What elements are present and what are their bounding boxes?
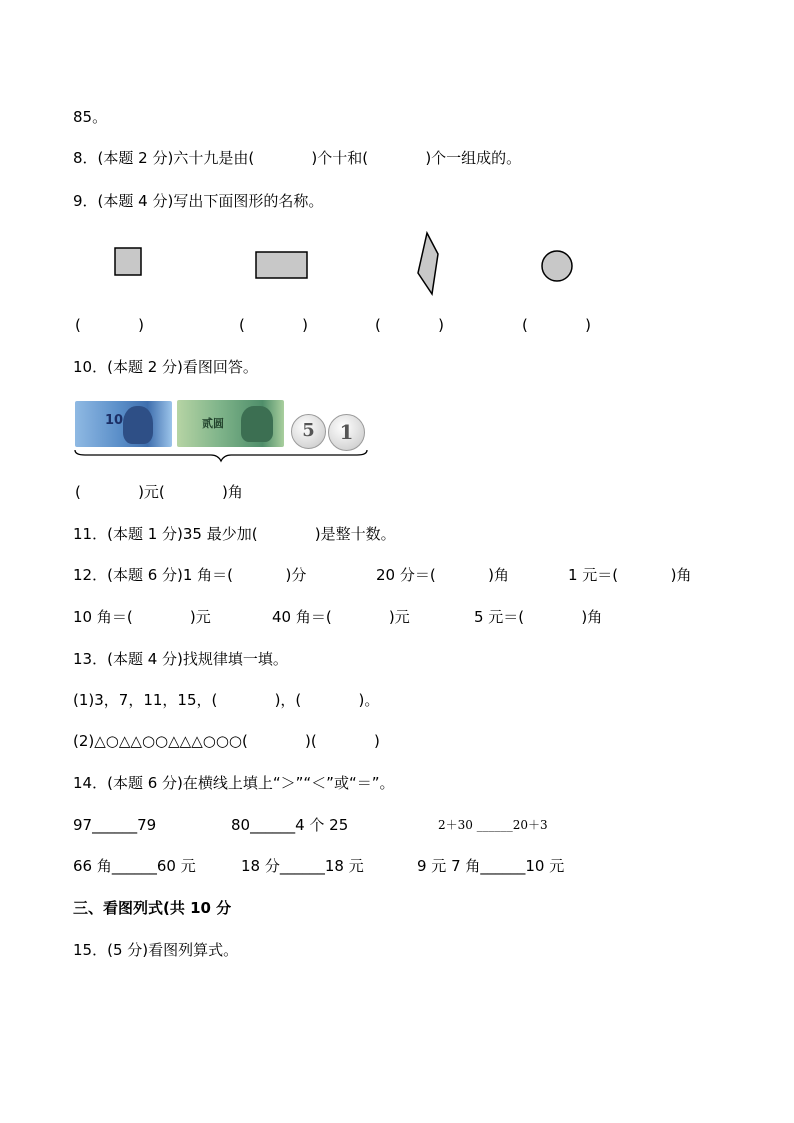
question-14-part-f: 9 元 7 角______10 元: [417, 857, 565, 875]
one-jiao-coin: [328, 414, 365, 451]
shapes-figure: [100, 228, 620, 300]
rectangle-shape: [256, 252, 307, 278]
question-12-part-b: 20 分＝( )角: [376, 566, 510, 584]
question-14: 14．(本题 6 分)在横线上填上“＞”“＜”或“＝”。: [73, 774, 395, 792]
ten-yuan-label: 10: [105, 413, 124, 428]
q9-answer-blank-2[interactable]: ( ): [239, 316, 308, 334]
portrait-image: [123, 406, 153, 444]
question-12-part-c: 1 元＝( )角: [568, 566, 692, 584]
text-85: 85。: [73, 108, 108, 126]
question-9: 9．(本题 4 分)写出下面图形的名称。: [73, 192, 324, 210]
question-10: 10．(本题 2 分)看图回答。: [73, 358, 258, 376]
question-13-part-2: (2)△○△△○○△△△○○○( )( ): [73, 732, 380, 750]
one-jiao-label: 1: [339, 420, 354, 444]
q10-answer[interactable]: ( )元( )角: [75, 483, 243, 501]
circle-shape: [542, 251, 572, 281]
q9-answer-blank-4[interactable]: ( ): [522, 316, 591, 334]
question-12-part-e: 40 角＝( )元: [272, 608, 410, 626]
square-shape: [115, 248, 141, 275]
question-12-part-a: 12．(本题 6 分)1 角＝( )分: [73, 566, 307, 584]
question-8: 8．(本题 2 分)六十九是由( )个十和( )个一组成的。: [73, 149, 522, 167]
question-15: 15．(5 分)看图列算式。: [73, 941, 239, 959]
portrait-image: [241, 406, 273, 442]
five-jiao-label: 5: [302, 420, 315, 441]
question-11: 11．(本题 1 分)35 最少加( )是整十数。: [73, 525, 396, 543]
two-yuan-label: 贰圆: [202, 417, 224, 430]
q9-answer-blank-1[interactable]: ( ): [75, 316, 144, 334]
ten-yuan-bill: [75, 401, 172, 447]
q9-answer-blank-3[interactable]: ( ): [375, 316, 444, 334]
question-12-part-d: 10 角＝( )元: [73, 608, 211, 626]
section-heading: 三、看图列式(共 10 分: [73, 899, 232, 917]
two-yuan-bill: [177, 400, 284, 447]
question-14-part-c: 2＋30 ______20＋3: [438, 818, 548, 832]
question-14-part-b: 80______4 个 25: [231, 816, 349, 834]
question-14-part-e: 18 分______18 元: [241, 857, 364, 875]
question-13: 13．(本题 4 分)找规律填一填。: [73, 650, 288, 668]
question-13-part-1: (1)3，7，11，15，( )，( )。: [73, 691, 380, 709]
question-14-part-d: 66 角______60 元: [73, 857, 196, 875]
five-jiao-coin: [291, 414, 326, 449]
question-14-part-a: 97______79: [73, 816, 157, 834]
question-12-part-f: 5 元＝( )角: [474, 608, 603, 626]
parallelogram-shape: [418, 233, 438, 294]
brace-icon: [73, 449, 369, 463]
